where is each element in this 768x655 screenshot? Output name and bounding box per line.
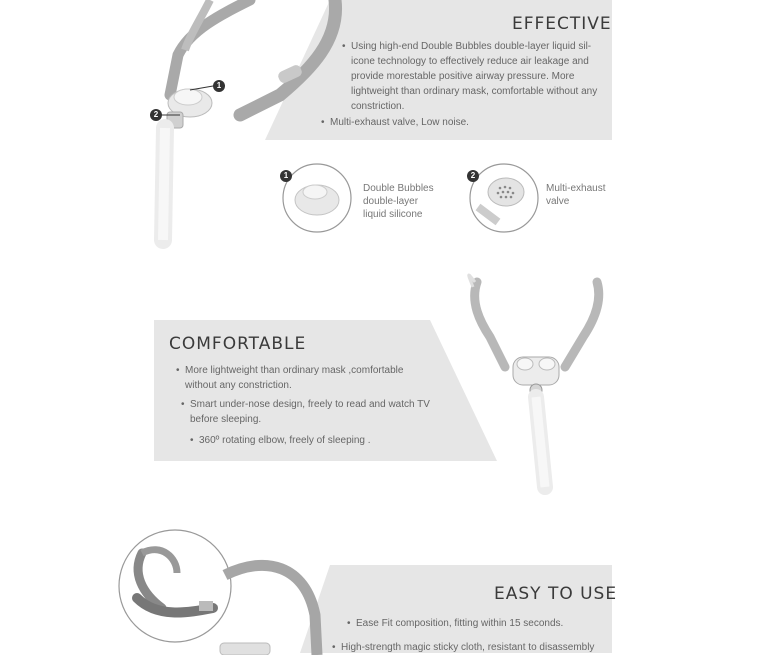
effective-bullet-1 [342,39,603,114]
callout-2-circle [468,162,540,234]
marker-2-leader [162,112,192,122]
comfortable-title: COMFORTABLE [169,334,307,354]
comfortable-bullet-2-text: Smart under-nose design, freely to read and watch TV before sleeping. [190,399,430,425]
easy-bullet-1-text: Ease Fit composition, fitting within 15 seconds. [356,618,564,629]
callout-1-label: Double Bubbles double-layer liquid silicone [363,183,434,220]
marker-2-icon: 2 [150,109,162,121]
easy-bullet-2-text: High-strength magic sticky cloth, resistant to disassembly [341,642,595,653]
effective-bullet-2-text: Multi-exhaust valve, Low noise. [330,117,469,128]
comfortable-bullet-3 [190,433,439,448]
comfortable-bullet-3-text: 360º rotating elbow, freely of sleeping . [199,435,371,446]
callout-2-badge: 2 [467,170,479,182]
comfortable-bullet-2 [181,397,440,427]
bullet-dot-icon: • [181,399,185,410]
easy-bullet-1 [347,616,606,631]
easy-title: EASY TO USE [494,584,618,604]
mask-front-illustration [465,282,605,492]
bullet-dot-icon: • [342,41,346,52]
comfortable-bullet-1 [176,363,425,393]
effective-bullet-1-text: Using high-end Double Bubbles double-layer liquid sil-icone technology to effectively reduce air leakage and provide morestable positive airway pressure. More lightweight than ordinary mask, comfortable without any constriction. [351,41,598,112]
callout-1-circle [281,162,353,234]
callout-2-label: Multi-exhaust valve [546,183,606,207]
marker-1-icon: 1 [213,80,225,92]
bullet-dot-icon: • [332,642,336,653]
bullet-dot-icon: • [190,435,194,446]
bullet-dot-icon: • [321,117,325,128]
marker-1-leader [190,84,220,94]
bullet-dot-icon: • [176,365,180,376]
bullet-dot-icon: • [347,618,351,629]
effective-bullet-2 [321,115,590,130]
comfortable-bullet-1-text: More lightweight than ordinary mask ,comfortable without any constriction. [185,365,404,391]
effective-title: EFFECTIVE [512,14,612,34]
headgear-strap-illustration [205,555,325,655]
callout-1-badge: 1 [280,170,292,182]
